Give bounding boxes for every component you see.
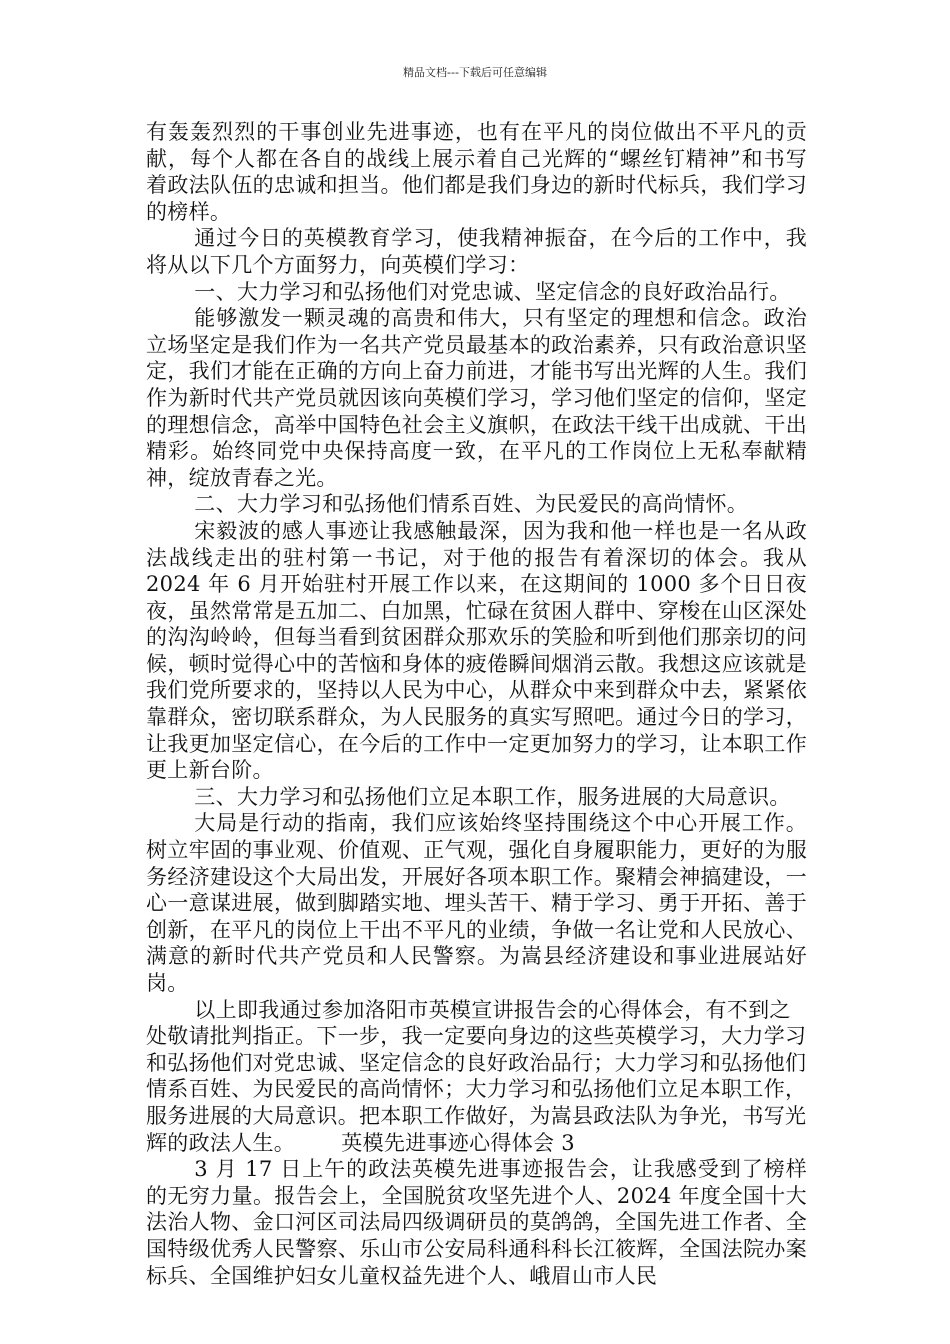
paragraph-study-plan: 通过今日的英模教育学习，使我精神振奋，在今后的工作中，我将从以下几个方面努力，向英模们学习： (146, 226, 807, 277)
section-heading-3: 三、大力学习和弘扬他们立足本职工作，服务进展的大局意识。 (194, 784, 791, 809)
paragraph-intro: 有轰轰烈烈的干事创业先进事迹，也有在平凡的岗位做出不平凡的贡献，每个人都在各自的战线上展示着自己光辉的“螺丝钉精神”和书写着政法队伍的忠诚和担当。他们都是我们身边的新时代标兵，我们学习的榜样。 (146, 120, 807, 224)
section-heading-1: 一、大力学习和弘扬他们对党忠诚、坚定信念的良好政治品行。 (194, 279, 791, 304)
conclusion-text: 以上即我通过参加洛阳市英模宣讲报告会的心得体会，有不到之处敬请批判指正。下一步，我一定要向身边的这些英模学习，大力学习和弘扬他们对党忠诚、坚定信念的良好政治品行；大力学习和弘扬他们情系百姓、为民爱民的高尚情怀；大力学习和弘扬他们立足本职工作，服务进展的大局意识。把本职工作做好，为嵩县政法队为争光，书写光辉的政法人生。 (146, 997, 807, 1155)
page-header: 精品文档---下载后可任意编辑 (403, 66, 547, 79)
article-title-3: 英模先进事迹心得体会 3 (341, 1130, 575, 1155)
paragraph-section-3: 大局是行动的指南，我们应该始终坚持围绕这个中心开展工作。树立牢固的事业观、价值观、正气观，强化自身履职能力，更好的为服务经济建设这个大局出发，开展好各项本职工作。聚精会神搞建设，一心一意谋进展，做到脚踏实地、埋头苦干、精于学习、勇于开拓、善于创新，在平凡的岗位上干出不平凡的业绩，争做一名让党和人民放心、满意的新时代共产党员和人民警察。为嵩县经济建设和事业进展站好岗。 (146, 811, 807, 995)
document-body (146, 119, 807, 1289)
paragraph-conclusion (146, 997, 807, 1157)
paragraph-article-3: 3 月 17 日上午的政法英模先进事迹报告会，让我感受到了榜样的无穷力量。报告会上，全国脱贫攻坚先进个人、2024 年度全国十大法治人物、金口河区司法局四级调研员的莫鸽鸽，全国先进工作者、全国特级优秀人民警察、乐山市公安局科通科科长江筱辉，全国法院办案标兵、全国维护妇女儿童权益先进个人、峨眉山市人民 (146, 1157, 807, 1288)
paragraph-section-2: 宋毅波的感人事迹让我感触最深，因为我和他一样也是一名从政法战线走出的驻村第一书记，对于他的报告有着深切的体会。我从 2024 年 6 月开始驻村开展工作以来，在这期间的 1000 多个日日夜夜，虽然常常是五加二、白加黑，忙碌在贫困人群中、穿梭在山区深处的沟沟岭岭，但每当看到贫困群众那欢乐的笑脸和听到他们那亲切的问候，顿时觉得心中的苦恼和身体的疲倦瞬间烟消云散。我想这应该就是我们党所要求的，坚持以人民为中心，从群众中来到群众中去，紧紧依靠群众，密切联系群众，为人民服务的真实写照吧。通过今日的学习，让我更加坚定信心，在今后的工作中一定更加努力的学习，让本职工作更上新台阶。 (146, 518, 807, 783)
paragraph-section-1: 能够激发一颗灵魂的高贵和伟大，只有坚定的理想和信念。政治立场坚定是我们作为一名共产党员最基本的政治素养，只有政治意识坚定，我们才能在正确的方向上奋力前进，才能书写出光辉的人生。我们作为新时代共产党员就因该向英模们学习，学习他们坚定的信仰，坚定的理想信念，高举中国特色社会主义旗帜，在政法干线干出成就、干出精彩。始终同党中央保持高度一致，在平凡的工作岗位上无私奉献精神，绽放青春之光。 (146, 306, 807, 490)
section-heading-2: 二、大力学习和弘扬他们情系百姓、为民爱民的高尚情怀。 (194, 492, 749, 517)
